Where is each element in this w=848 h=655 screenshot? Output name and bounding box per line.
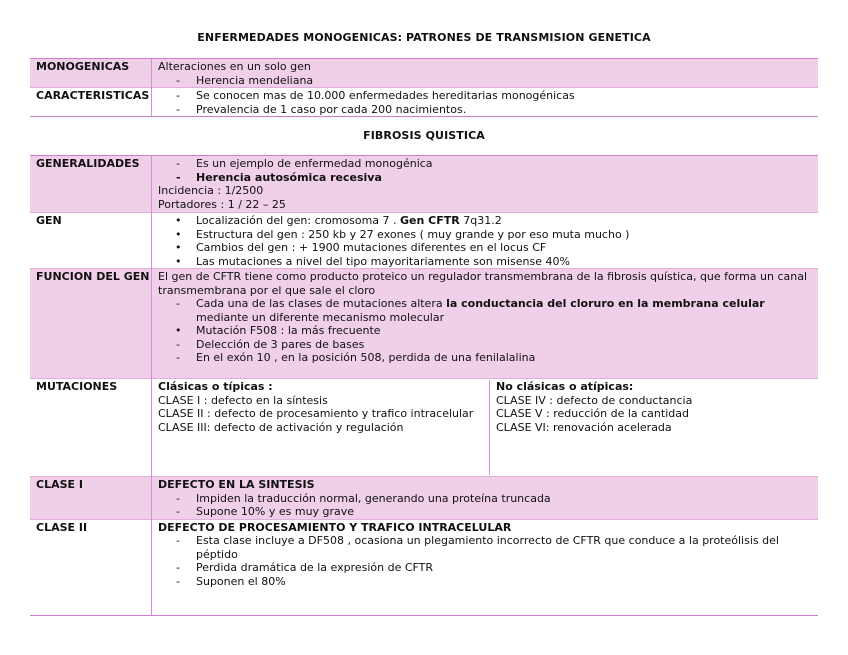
list-item: - En el exón 10 , en la posición 508, perdida de una fenilalalina — [158, 351, 818, 365]
document-title: ENFERMEDADES MONOGENICAS: PATRONES DE TRANSMISION GENETICA — [197, 31, 651, 44]
label-mutaciones: MUTACIONES — [30, 379, 152, 477]
label-clase1: CLASE I — [30, 477, 152, 520]
list-item: • Localización del gen: cromosoma 7 . Gen CFTR 7q31.2 — [158, 214, 818, 228]
list-item: - Perdida dramática de la expresión de CFTR — [158, 561, 818, 575]
list-item: - Herencia mendeliana — [158, 74, 818, 88]
list-item: • Las mutaciones a nivel del tipo mayoritariamente son misense 40% — [158, 255, 818, 269]
no-clasica-item: CLASE VI: renovación acelerada — [496, 420, 672, 434]
funcion-intro: El gen de CFTR tiene como producto proteico un regulador transmembrana de la fibrosis quística, que forma un canal transmembrana por el que sale el cloro — [158, 270, 808, 297]
clase1-heading: DEFECTO EN LA SINTESIS — [158, 478, 315, 491]
label-monogenicas: MONOGENICAS — [30, 59, 152, 88]
label-gen: GEN — [30, 213, 152, 269]
list-item: • Mutación F508 : la más frecuente — [158, 324, 818, 338]
content-caracteristicas — [152, 88, 819, 117]
funcion-list-c — [158, 338, 818, 365]
clasicas-title: Clásicas o típicas : — [158, 380, 273, 393]
label-caracteristicas: CARACTERISTICAS — [30, 88, 152, 117]
monogenicas-list — [158, 74, 818, 88]
incidencia-text: Incidencia : 1/2500 — [158, 184, 264, 197]
section-title: FIBROSIS QUISTICA — [363, 129, 485, 142]
no-clasicas-title: No clásicas o atípicas: — [496, 380, 634, 393]
list-item: - Esta clase incluye a DF508 , ocasiona un plegamiento incorrecto de CFTR que conduce a la proteólisis del péptido — [158, 534, 818, 561]
label-clase2: CLASE II — [30, 519, 152, 615]
clasica-item: CLASE III: defecto de activación y regulación — [158, 420, 404, 434]
list-item: - Herencia autosómica recesiva — [158, 171, 818, 185]
label-funcion: FUNCION DEL GEN — [30, 269, 152, 379]
list-item: - Cada una de las clases de mutaciones altera la conductancia del cloruro en la membrana celular mediante un diferente mecanismo molecular — [158, 297, 818, 324]
clase2-list — [158, 534, 818, 588]
clase1-list — [158, 492, 818, 519]
list-item: - Supone 10% y es muy grave — [158, 505, 818, 519]
content-generalidades — [152, 156, 819, 213]
clasicas-column — [158, 380, 490, 475]
content-monogenicas — [152, 59, 819, 88]
row-mutaciones — [30, 379, 818, 477]
clase2-heading: DEFECTO DE PROCESAMIENTO Y TRAFICO INTRACELULAR — [158, 520, 512, 534]
mutaciones-columns — [158, 380, 818, 475]
row-clase2 — [30, 519, 818, 615]
generalidades-list — [158, 157, 818, 184]
fibrosis-table — [30, 155, 818, 616]
list-item: - Delección de 3 pares de bases — [158, 338, 818, 352]
row-monogenicas — [30, 59, 818, 88]
list-item: - Impiden la traducción normal, generando una proteína truncada — [158, 492, 818, 506]
gen-list — [158, 214, 818, 268]
label-generalidades: GENERALIDADES — [30, 156, 152, 213]
no-clasicas-column — [490, 380, 692, 475]
list-item: - Se conocen mas de 10.000 enfermedades hereditarias monogénicas — [158, 89, 818, 103]
list-item: - Prevalencia de 1 caso por cada 200 nacimientos. — [158, 103, 818, 117]
content-clase2 — [152, 519, 819, 615]
content-funcion — [152, 269, 819, 379]
list-item: • Cambios del gen : + 1900 mutaciones diferentes en el locus CF — [158, 241, 818, 255]
list-item: • Estructura del gen : 250 kb y 27 exones ( muy grande y por eso muta mucho ) — [158, 228, 818, 242]
row-gen — [30, 213, 818, 269]
no-clasica-item: CLASE IV : defecto de conductancia — [496, 393, 693, 407]
caracteristicas-list — [158, 89, 818, 116]
list-item: - Es un ejemplo de enfermedad monogénica — [158, 157, 818, 171]
funcion-list-b — [158, 324, 818, 338]
clasica-item: CLASE II : defecto de procesamiento y trafico intracelular — [158, 407, 474, 420]
clasica-item: CLASE I : defecto en la síntesis — [158, 393, 328, 407]
monogenic-table — [30, 58, 818, 117]
row-generalidades — [30, 156, 818, 213]
content-clase1 — [152, 477, 819, 520]
row-clase1 — [30, 477, 818, 520]
no-clasica-item: CLASE V : reducción de la cantidad — [496, 407, 689, 420]
content-mutaciones — [152, 379, 819, 477]
portadores-text: Portadores : 1 / 22 – 25 — [158, 197, 286, 211]
funcion-list-a — [158, 297, 818, 324]
row-caracteristicas — [30, 88, 818, 117]
row-funcion — [30, 269, 818, 379]
monogenicas-text: Alteraciones en un solo gen — [158, 60, 311, 73]
list-item: - Suponen el 80% — [158, 575, 818, 589]
content-gen — [152, 213, 819, 269]
